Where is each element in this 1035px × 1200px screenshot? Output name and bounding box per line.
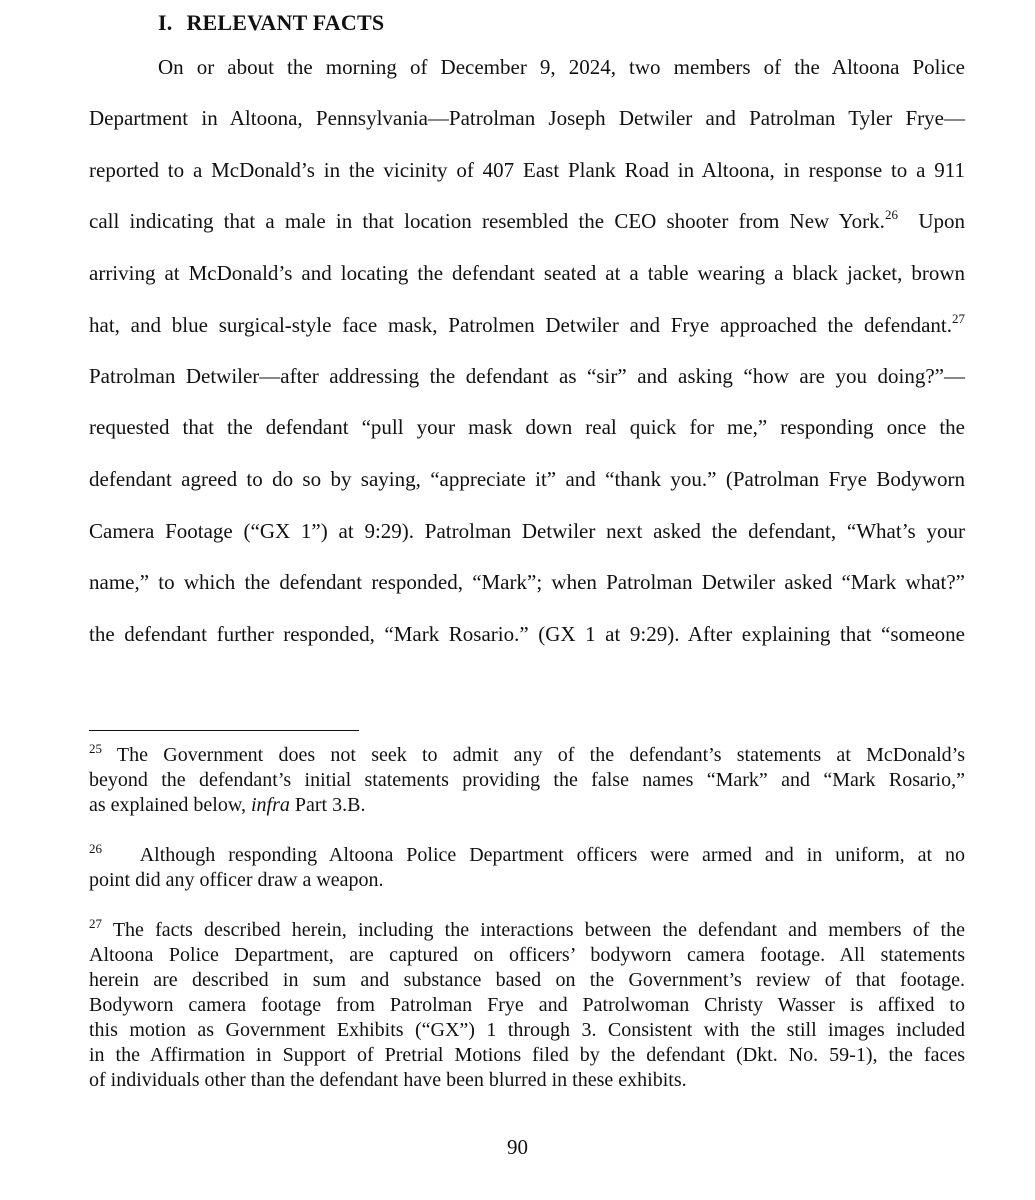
footnote-26-line-2: point did any officer draw a weapon. (89, 869, 384, 891)
footnote-27-line-7: of individuals other than the defendant have been blurred in these exhibits. (89, 1069, 687, 1091)
footnote-27-line-6: in the Affirmation in Support of Pretrial Motions filed by the defendant (Dkt. No. 59-1), the faces (89, 1044, 965, 1066)
body-line-11: name,” to which the defendant responded, “Mark”; when Patrolman Detwiler asked “Mark what?” (89, 570, 965, 594)
footnote-27 (89, 918, 965, 1093)
footnote-27-line-3: herein are described in sum and substance based on the Government’s review of that footage. (89, 969, 965, 991)
footnote-25-marker: 25 (89, 741, 102, 756)
footnote-25-line-3-pre: as explained below, (89, 794, 251, 816)
body-line-1: On or about the morning of December 9, 2024, two members of the Altoona Police (158, 55, 965, 79)
footnote-ref-26: 26 (884, 207, 898, 222)
footnote-27-line-2: Altoona Police Department, are captured on officers’ bodyworn camera footage. All statements (89, 944, 965, 966)
body-line-6-text: hat, and blue surgical-style face mask, Patrolmen Detwiler and Frye approached the defendant. (89, 313, 952, 337)
body-line-3: reported to a McDonald’s in the vicinity of 407 East Plank Road in Altoona, in response to a 911 (89, 158, 965, 182)
body-line-4-text: call indicating that a male in that location resembled the CEO shooter from New York. (89, 209, 885, 233)
body-line-5: arriving at McDonald’s and locating the defendant seated at a table wearing a black jacket, brown (89, 261, 965, 285)
footnote-25-line-3-post: Part 3.B. (289, 794, 366, 816)
footnote-27-line-1 (89, 918, 965, 943)
body-line-4-tail: Upon (918, 209, 966, 233)
body-line-2: Department in Altoona, Pennsylvania—Patrolman Joseph Detwiler and Patrolman Tyler Frye— (89, 106, 965, 130)
section-heading (158, 10, 384, 36)
footnote-26-marker: 26 (89, 841, 102, 856)
body-line-7: Patrolman Detwiler—after addressing the defendant as “sir” and asking “how are you doing?”— (89, 364, 965, 388)
footnote-26-line-1-text: Although responding Altoona Police Department officers were armed and in uniform, at no (139, 844, 965, 866)
footnote-separator (89, 730, 359, 731)
footnote-26-line-1 (89, 843, 965, 868)
footnote-26 (89, 843, 965, 893)
section-title: RELEVANT FACTS (186, 10, 385, 35)
footnote-25-line-1 (89, 743, 965, 768)
footnote-27-marker: 27 (89, 916, 102, 931)
footnote-25-italic-infra: infra (250, 794, 290, 816)
footnote-27-line-4: Bodyworn camera footage from Patrolman Frye and Patrolwoman Christy Wasser is affixed to (89, 994, 965, 1016)
body-line-6 (89, 312, 965, 338)
footnote-27-line-5: this motion as Government Exhibits (“GX”) 1 through 3. Consistent with the still images included (89, 1019, 965, 1041)
footnote-25-line-3 (89, 793, 965, 818)
footnote-25-line-2: beyond the defendant’s initial statements providing the false names “Mark” and “Mark Rosario,” (89, 769, 965, 791)
body-line-12: the defendant further responded, “Mark Rosario.” (GX 1 at 9:29). After explaining that “someone (89, 622, 965, 646)
footnote-ref-27: 27 (952, 311, 965, 326)
page-number: 90 (507, 1135, 528, 1159)
body-line-10: Camera Footage (“GX 1”) at 9:29). Patrolman Detwiler next asked the defendant, “What’s your (89, 519, 965, 543)
footnote-27-line-1-text: The facts described herein, including the interactions between the defendant and members of the (112, 919, 965, 941)
footnote-25-line-1-text: The Government does not seek to admit any of the defendant’s statements at McDonald’s (116, 744, 965, 766)
body-line-8: requested that the defendant “pull your mask down real quick for me,” responding once the (89, 415, 965, 439)
section-number: I. (158, 10, 173, 35)
footnote-25 (89, 743, 965, 818)
body-line-9: defendant agreed to do so by saying, “appreciate it” and “thank you.” (Patrolman Frye Bodyworn (89, 467, 965, 491)
body-line-4 (89, 208, 965, 234)
